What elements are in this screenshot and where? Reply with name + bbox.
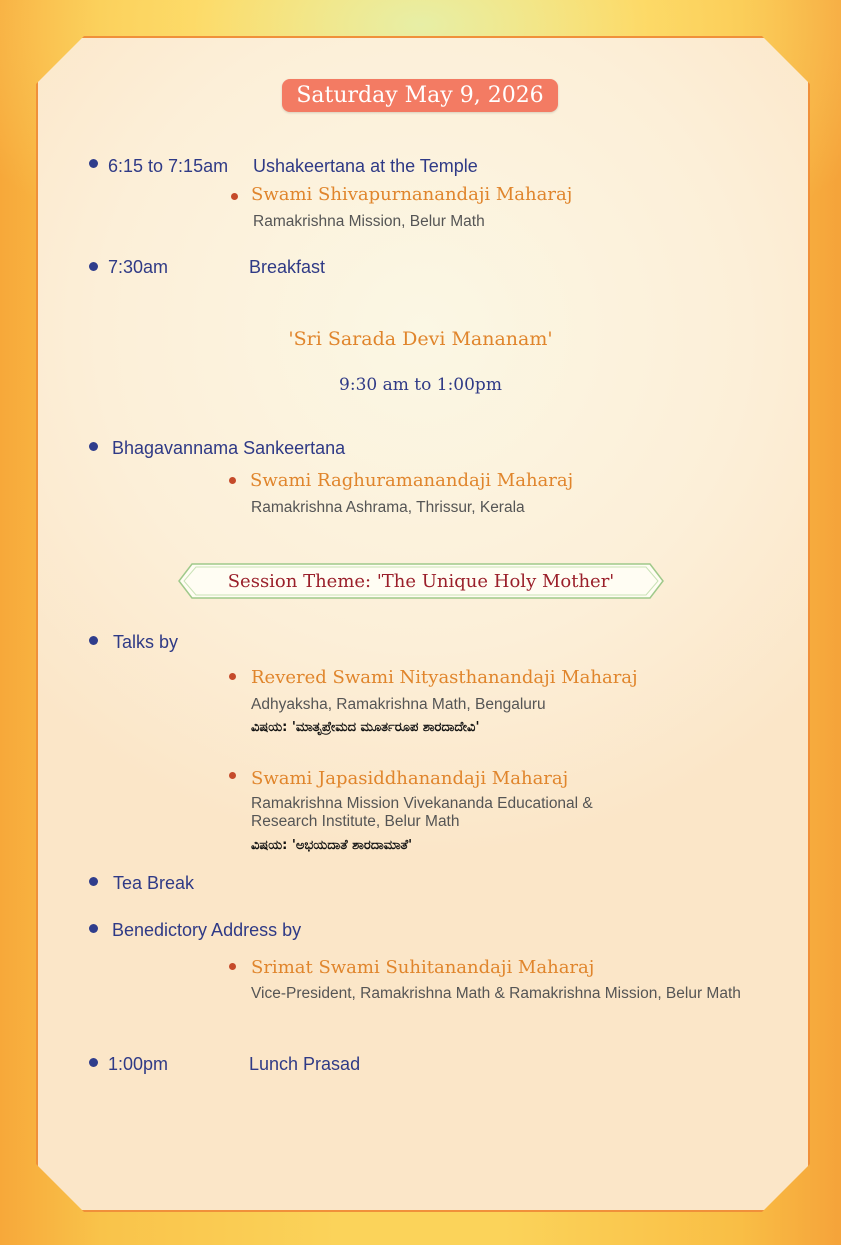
speaker-name: Srimat Swami Suhitanandaji Maharaj [251,957,595,978]
speaker-affiliation: Research Institute, Belur Math [251,813,460,830]
bullet-icon [89,159,98,168]
bullet-icon [89,924,98,933]
speaker-name: Swami Japasiddhanandaji Maharaj [251,768,569,789]
schedule-event: Lunch Prasad [249,1054,361,1074]
sub-bullet-icon [231,193,238,200]
talk-topic: ವಿಷಯ: 'ಅಭಯದಾತೆ ಶಾರದಾಮಾತೆ' [251,838,413,853]
schedule-event: Ushakeertana at the Temple [253,156,478,176]
session-theme-box [178,563,664,599]
bullet-icon [89,636,98,645]
date-banner: Saturday May 9, 2026 [282,79,558,112]
schedule-event: Benedictory Address by [112,920,302,940]
session-theme: Session Theme: 'The Unique Holy Mother' [227,570,615,592]
bullet-icon [89,442,98,451]
schedule-event: Tea Break [113,873,195,893]
sub-bullet-icon [229,477,236,484]
bullet-icon [89,1058,98,1067]
schedule-event: Breakfast [249,257,326,277]
speaker-name: Revered Swami Nityasthanandaji Maharaj [251,667,638,688]
session-time: 9:30 am to 1:00pm [339,375,502,395]
speaker-affiliation: Ramakrishna Ashrama, Thrissur, Kerala [251,499,525,516]
session-title: 'Sri Sarada Devi Mananam' [288,328,553,350]
sub-bullet-icon [229,963,236,970]
sub-bullet-icon [229,673,236,680]
speaker-affiliation: Ramakrishna Mission, Belur Math [253,213,485,230]
speaker-name: Swami Shivapurnanandaji Maharaj [251,184,573,205]
schedule-event: Talks by [113,632,179,652]
sub-bullet-icon [229,772,236,779]
speaker-affiliation: Ramakrishna Mission Vivekananda Educational & [251,795,593,812]
schedule-time: 6:15 to 7:15am [108,156,229,176]
schedule-event: Bhagavannama Sankeertana [112,438,346,458]
bullet-icon [89,877,98,886]
speaker-name: Swami Raghuramanandaji Maharaj [250,470,574,491]
bullet-icon [89,262,98,271]
speaker-affiliation: Adhyaksha, Ramakrishna Math, Bengaluru [251,696,546,713]
speaker-affiliation: Vice-President, Ramakrishna Math & Ramakrishna Mission, Belur Math [251,985,741,1002]
schedule-time: 1:00pm [108,1054,169,1074]
talk-topic: ವಿಷಯ: 'ಮಾತೃಪ್ರೇಮದ ಮೂರ್ತರೂಪ ಶಾರದಾದೇವಿ' [251,720,480,735]
schedule-time: 7:30am [108,257,169,277]
